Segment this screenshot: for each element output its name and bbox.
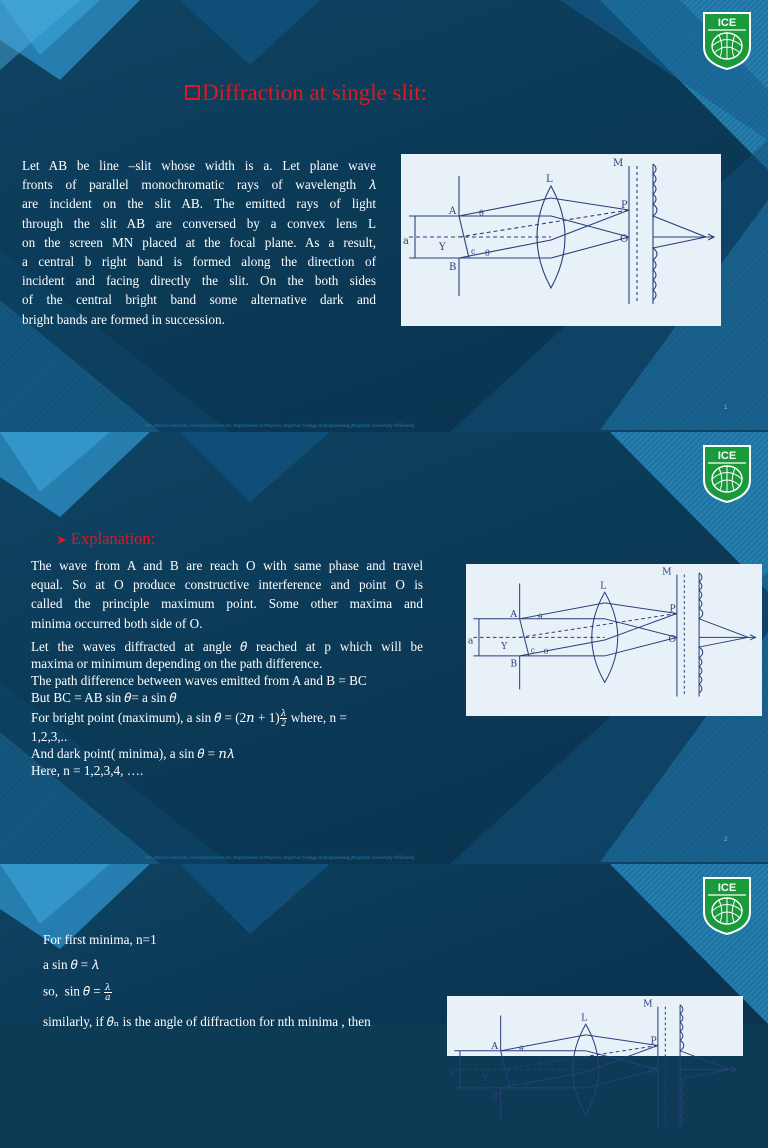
label-y: Y: [501, 641, 508, 652]
paragraph-line: The wave from A and B are reach O with same phase and travel: [31, 558, 423, 573]
label-b: B: [449, 262, 457, 273]
paragraph-line: a central b right band is formed along the direction of: [22, 254, 376, 270]
label-o: O: [649, 1066, 658, 1077]
label-a: A: [510, 610, 518, 620]
ray-to-p-top: [605, 603, 677, 614]
lambda-over-a: $\frac{\text{𝜆}}{\text{𝑎}}$: [105, 982, 111, 1002]
label-theta: θ: [524, 1079, 530, 1089]
slide-title: [185, 80, 427, 106]
slide-1: [0, 0, 768, 432]
bright-suffix: where, n =: [287, 710, 347, 725]
intensity-pattern: [653, 164, 706, 300]
paragraph-line: Let AB be line –slit whose width is a. Let plane wave: [22, 158, 376, 173]
first-minima-equation: a sin 𝜃 = 𝜆: [43, 957, 99, 972]
logo-text: ICE: [717, 17, 737, 29]
lambda-over-2: $\frac{\text{𝜆}}{2}$: [280, 708, 287, 729]
slide1-paragraph: [22, 156, 376, 329]
bright-point-line: [31, 709, 423, 728]
label-c: c: [530, 645, 535, 655]
here-line: Here, n = 1,2,3,4, ….: [31, 763, 144, 779]
page-number: 2: [724, 837, 728, 843]
ray-to-p-top: [586, 1035, 658, 1046]
slide-3: [0, 864, 768, 1102]
label-lens: L: [581, 1013, 588, 1024]
label-o: O: [620, 234, 629, 245]
label-lens: L: [546, 174, 553, 185]
logo-text: ICE: [717, 882, 737, 894]
ice-logo: [702, 11, 752, 71]
diffracted-ray-a: [501, 1035, 586, 1051]
label-c: c: [471, 247, 476, 256]
label-theta: θ: [485, 249, 490, 258]
label-theta: θ: [519, 1043, 524, 1053]
paragraph-line: bright bands are formed in succession.: [22, 311, 225, 327]
axis-to-p: [520, 613, 677, 637]
footer-credit: MD. Nomun Hossain, Assistant professor, Department of Physics, Imperial College of Engineering (Rajshahi University Affiliated): [145, 423, 415, 428]
label-a: A: [449, 206, 457, 217]
paragraph-line: through the slit AB are conversed by a convex lens L: [22, 215, 376, 231]
nth-minima-line: similarly, if 𝜃ₙ is the angle of diffraction for nth minima , then: [43, 1014, 371, 1029]
ray-to-o-bottom: [551, 237, 629, 258]
label-o: O: [668, 634, 677, 645]
intensity-pattern: [680, 1005, 729, 1125]
label-m: M: [643, 999, 653, 1010]
ray-to-p-top: [551, 198, 629, 210]
dark-point-line: And dark point( minima), a sin 𝜃 = 𝑛𝜆: [31, 746, 235, 762]
intensity-pattern: [699, 573, 748, 693]
bright-prefix: For bright point (maximum), a sin 𝜃 = (2𝑛 + 1): [31, 710, 280, 725]
bc-line: But BC = AB sin 𝜃= a sin 𝜃: [31, 690, 177, 705]
ray-to-o-bottom: [605, 634, 677, 656]
bright-continuation: 1,2,3,..: [31, 729, 68, 745]
bright-condition: [31, 709, 423, 779]
ray-to-o-bottom: [586, 1066, 658, 1088]
paragraph-line: minima occurred both side of O.: [31, 615, 203, 631]
label-p: P: [650, 1036, 657, 1047]
section-heading: [56, 529, 155, 549]
ice-logo: [702, 876, 752, 936]
paragraph-line: on the screen MN placed at the focal plane. As a result,: [22, 234, 376, 250]
slide-2: [0, 432, 768, 864]
label-b: B: [491, 1091, 499, 1102]
label-m: M: [613, 158, 624, 169]
label-c: c: [511, 1077, 516, 1087]
section-heading-text: Explanation:: [70, 529, 156, 548]
paragraph-line: incident and facing directly the slit. On the both sides: [22, 273, 376, 289]
diffracted-ray-a: [520, 603, 605, 619]
explanation-paragraph-2: [31, 638, 423, 706]
label-y: Y: [482, 1073, 489, 1084]
paragraph-line: Let the waves diffracted at angle 𝜃 reached at p which will be: [31, 639, 423, 654]
logo-text: ICE: [717, 450, 737, 462]
diffracted-ray-a: [459, 198, 551, 216]
single-slit-diagram: [447, 996, 743, 1102]
slide-title-text: Diffraction at single slit:: [202, 80, 428, 105]
label-y: Y: [439, 242, 446, 253]
page-number: 1: [724, 405, 728, 411]
ice-logo: [702, 444, 752, 504]
first-minima-line: For first minima, n=1: [43, 932, 157, 947]
arrow-bullet-icon: ➤: [56, 532, 67, 547]
label-theta: θ: [538, 611, 543, 621]
label-a: A: [491, 1042, 499, 1052]
label-slit-width: a: [467, 636, 474, 647]
axis-to-p: [459, 210, 629, 237]
paragraph-line: are incident on the slit AB. The emitted rays of light: [22, 196, 376, 212]
label-lens: L: [600, 581, 607, 592]
ray-to-o-top: [551, 216, 629, 237]
paragraph-line: called the principle maximum point. Some other maxima and: [31, 596, 423, 612]
paragraph-line: equal. So at O produce constructive interference and point O is: [31, 577, 423, 593]
label-b: B: [510, 659, 518, 670]
axis-to-p: [501, 1045, 658, 1069]
label-theta: θ: [479, 209, 484, 218]
sin-theta-equation: so, sin 𝜃 = $\frac{\text{𝜆}}{\text{𝑎}}$: [43, 982, 111, 1002]
footer-credit: MD. Nomun Hossain, Assistant professor, Department of Physics, Imperial College of Engineering (Rajshahi University Affiliated): [145, 855, 415, 860]
single-slit-diagram: [466, 564, 762, 716]
label-m: M: [662, 567, 672, 578]
label-slit-width: a: [403, 236, 409, 247]
explanation-paragraph-1: [31, 556, 423, 633]
single-slit-diagram: [401, 154, 721, 326]
label-slit-width: a: [448, 1068, 455, 1079]
path-difference-line: The path difference between waves emitted from A and B = BC: [31, 673, 367, 688]
checkbox-bullet-icon: [185, 85, 200, 100]
paragraph-line: of the central bright band some alternative dark and: [22, 292, 376, 308]
paragraph-line: maxima or minimum depending on the path difference.: [31, 656, 323, 671]
ray-to-o-top: [586, 1051, 658, 1070]
label-p: P: [669, 604, 676, 615]
label-theta: θ: [543, 647, 549, 657]
paragraph-line: fronts of parallel monochromatic rays of wavelength 𝜆: [22, 177, 376, 193]
ray-to-o-top: [605, 619, 677, 638]
label-p: P: [621, 200, 628, 211]
